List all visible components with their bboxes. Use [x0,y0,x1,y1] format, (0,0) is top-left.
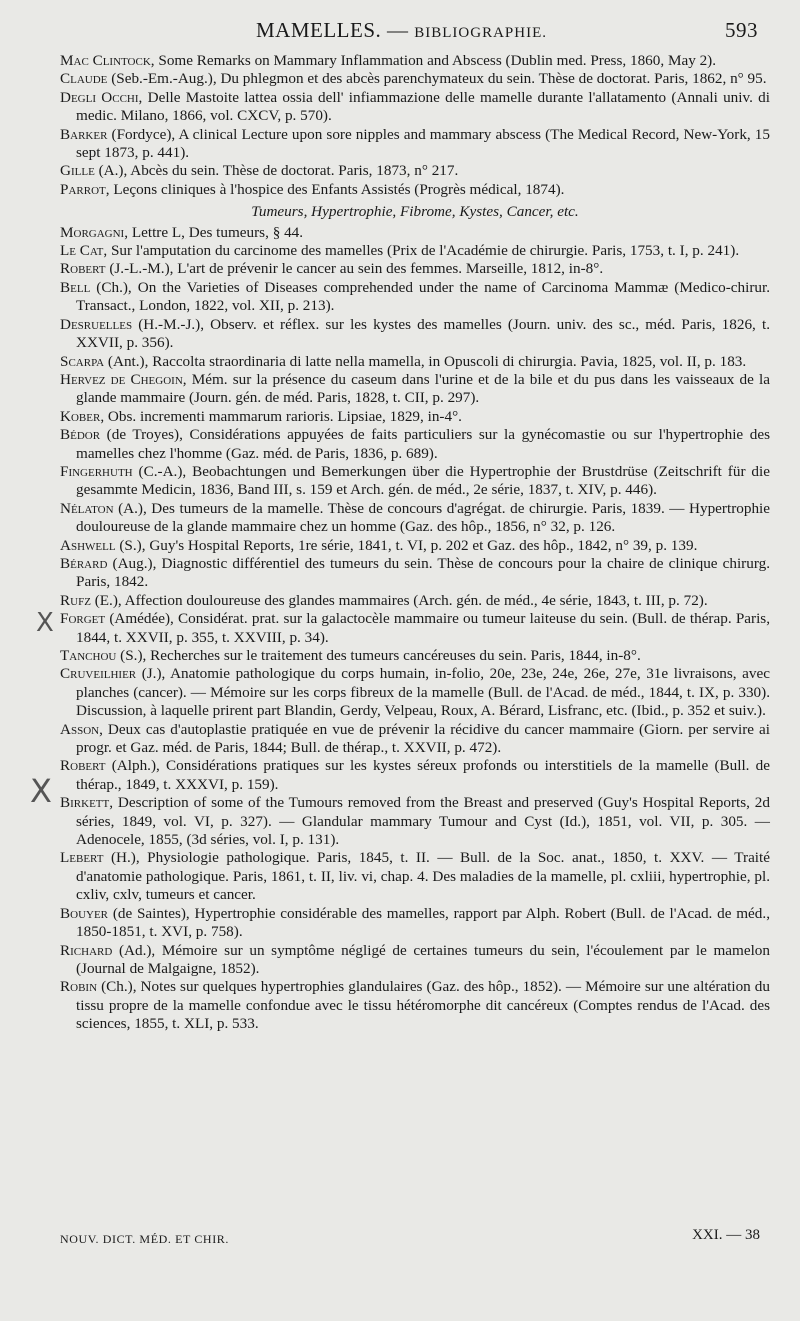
entry-author: Parrot [60,180,106,198]
entry-author: Nélaton [60,499,114,517]
entry-text: (Fordyce), A clinical Lecture upon sore nipples and mammary abscess (The Medical Record, New-York, 15 sept 1873, p. 441). [76,125,770,162]
entry-author: Mac Clintock [60,52,151,69]
entry-text: (A.), Abcès du sein. Thèse de doctorat. Paris, 1873, n° 217. [94,162,459,180]
entry-author: Kober [60,407,101,425]
entry-author: Tanchou [60,647,117,664]
entry-author: Cruveilhier [60,665,137,683]
bibliography-entry [60,126,770,163]
entry-author: Claude [60,70,108,88]
entry-author: Asson [60,720,100,738]
footer-signature: NOUV. DICT. MÉD. ET CHIR. [60,1232,230,1246]
bibliography-entry [60,757,770,794]
entry-text: , Sur l'amputation du carcinome des mamelles (Prix de l'Académie de chirurgie. Paris, 1753, t. I, p. 241). [103,242,740,260]
bibliography-entry [60,426,770,463]
bibliography-entry [60,181,770,199]
header-title: MAMELLES. [256,18,382,42]
bibliography-entry [60,89,770,126]
entry-author: Desruelles [60,315,133,333]
bibliography-entry [60,942,770,979]
bibliography-entry [60,260,770,278]
entry-text: , Description of some of the Tumours removed from the Breast and preserved (Guy's Hospital Reports, 2d séries, 1849, vol. VI, p. 327). — Glandular mammary Tumour and Cyst (Id.), 1851, vol. VII, p. 305. — Adenocele, 1855, (3d séries, vol. I, p. 131). [76,794,770,849]
entry-author: Barker [60,125,108,143]
entry-text: , Deux cas d'autoplastie pratiquée en vue de prévenir la récidive du cancer mammaire (Giorn. per servire ai progr. et Gaz. méd. de Paris, 1844; Bull. de thérap., t. XXVII, p. 472). [76,720,770,757]
entry-text: (J.), Anatomie pathologique du corps humain, in-folio, 20e, 23e, 24e, 26e, 27e, 31e livraisons, avec planches (cancer). — Mémoire sur les corps fibreux de la mamelle (Bull. de l'Acad. de méd., 1844, t. IX, p. 330). Discussion, à laquelle prirent part Blandin, Gerdy, Velpeau, Roux, A. Bérard, Lisfranc, etc. (Ibid., p. 352 et suiv.). [76,665,770,720]
entry-author: Fingerhuth [60,462,133,480]
entry-text: (C.-A.), Beobachtungen und Bemerkungen über die Hypertrophie der Brustdrüse (Zeitschrift für die gesammte Medicin, 1836, Band III, s. 159 et Arch. gén. de méd., 2e série, 1837, t. XIV, p. 446). [76,462,770,499]
bibliography-entry [60,537,770,555]
entry-author: Ashwell [60,536,116,554]
bibliography-entry [60,279,770,316]
bibliography-entry [60,408,770,426]
entry-text: , Obs. incrementi mammarum rarioris. Lipsiae, 1829, in-4°. [100,407,462,425]
entry-text: (de Saintes), Hypertrophie considérable des mamelles, rapport par Alph. Robert (Bull. de l'Acad. de méd., 1850-1851, t. XVI, p. 758). [76,904,770,941]
entry-author: Degli Occhi [60,88,139,106]
entry-text: (S.), Guy's Hospital Reports, 1re série, 1841, t. VI, p. 202 et Gaz. des hôp., 1842, n° 39, p. 139. [115,536,698,554]
entry-author: Bérard [60,554,108,572]
entry-text: , Mém. sur la présence du caseum dans l'urine et de la bile et du pus dans les vaisseaux de la glande mammaire (Journ. gén. de méd. Paris, 1828, t. CII, p. 297). [76,370,770,407]
bibliography-entry [60,555,770,592]
pencil-mark: X [30,772,52,810]
bibliography-entry [60,610,770,647]
entry-author: Bell [60,278,91,296]
footer-volume: XXI. — 38 [692,1227,760,1243]
entry-author: Gille [60,162,95,180]
entry-text: (S.), Recherches sur le traitement des tumeurs cancéreuses du sein. Paris, 1844, in-8°. [116,647,641,664]
bibliography-entry [60,371,770,408]
entry-author: Robert [60,260,106,278]
entry-text: (Alph.), Considérations pratiques sur les kystes séreux profonds ou interstitiels de la mamelle (Bull. de thérap., 1849, t. XXXVI, p. 159). [76,757,770,793]
entry-text: (Ch.), On the Varieties of Diseases comprehended under the name of Carcinoma Mammæ (Medico-chirur. Transact., London, 1822, vol. XII, p. 213). [76,278,770,315]
page-number: 593 [725,18,758,42]
entry-text: (Amédée), Considérat. prat. sur la galactocèle mammaire ou tumeur laiteuse du sein. (Bull. de thérap. Paris, 1844, t. XXVII, p. 355, t. XXVIII, p. 34). [76,610,770,646]
entry-text: (E.), Affection douloureuse des glandes mammaires (Arch. gén. de méd., 4e série, 1843, t. III, p. 72). [90,591,708,609]
entry-text: , Leçons cliniques à l'hospice des Enfants Assistés (Progrès médical, 1874). [105,180,565,198]
bibliography-entry [60,316,770,353]
entry-text: (J.-L.-M.), L'art de prévenir le cancer au sein des femmes. Marseille, 1812, in-8°. [105,260,604,278]
entry-author: Birkett [60,794,110,812]
bibliography-entry [60,463,770,500]
page-title [256,18,547,43]
entry-text: , Delle Mastoite lattea ossia dell' infiammazione delle mamelle durante l'allatamento (Annali univ. di medic. Milano, 1866, vol. CXCV, p. 570). [76,88,770,125]
entry-text: (Ant.), Raccolta straordinaria di latte nella mamella, in Opuscoli di chirurgia. Pavia, 1825, vol. II, p. 183. [104,352,747,370]
running-header [60,18,770,52]
entry-author: Forget [60,610,106,628]
entry-text: (Aug.), Diagnostic différentiel des tumeurs du sein. Thèse de concours pour la chaire de clinique chirurg. Paris, 1842. [76,554,770,591]
entry-author: Robert [60,757,106,775]
entry-text: , Some Remarks on Mammary Inflammation and Abscess (Dublin med. Press, 1860, May 2). [150,52,717,69]
page-footer [60,1227,760,1248]
entry-text: (Ch.), Notes sur quelques hypertrophies glandulaires (Gaz. des hôp., 1852). — Mémoire sur une altération du tissu propre de la mamelle confondue avec le tissu hétéromorphe dit cancéreux (Comptes rendus de l'Acad. des sciences, 1855, t. XLI, p. 533. [76,978,770,1033]
entry-author: Lebert [60,849,104,867]
bibliography-entry [60,500,770,537]
entry-text: (Seb.-Em.-Aug.), Du phlegmon et des abcès parenchymateux du sein. Thèse de doctorat. Paris, 1862, n° 95. [107,70,767,88]
bibliography-entry [60,52,770,70]
bibliography-entry [60,665,770,720]
entry-author: Bouyer [60,904,109,922]
entry-text: (A.), Des tumeurs de la mamelle. Thèse de concours d'agrégat. de chirurgie. Paris, 1839. — Hypertrophie douloureuse de la glande mammaire chez un homme (Gaz. des hôp., 1856, n° 32, p. 126. [76,499,770,536]
bibliography-entry [60,721,770,758]
entry-author: Morgagni [60,223,125,241]
header-subtitle: BIBLIOGRAPHIE. [414,25,547,41]
bibliography-group-abscess [60,52,770,199]
entry-author: Le Cat [60,242,104,260]
pencil-mark: X [36,608,54,638]
entry-author: Richard [60,941,113,959]
entry-author: Bédor [60,426,101,444]
entry-author: Robin [60,978,98,996]
bibliography-entry [60,353,770,371]
entry-text: (H.-M.-J.), Observ. et réflex. sur les kystes des mamelles (Journ. univ. des sc., méd. Paris, 1826, t. XXVII, p. 356). [76,315,770,352]
entry-text: , Lettre L, Des tumeurs, § 44. [124,223,304,241]
bibliography-group-tumours [60,224,770,1034]
bibliography-entry [60,224,770,242]
bibliography-entry [60,70,770,88]
bibliography-entry [60,849,770,904]
bibliography-entry [60,162,770,180]
bibliography-entry [60,905,770,942]
entry-text: (Ad.), Mémoire sur un symptôme négligé de certaines tumeurs du sein, l'écoulement par le mamelon (Journal de Malgaigne, 1852). [76,941,770,977]
bibliography-entry [60,242,770,260]
bibliography-entry [60,794,770,849]
bibliography [60,52,770,1034]
entry-author: Scarpa [60,352,105,370]
section-heading: Tumeurs, Hypertrophie, Fibrome, Kystes, Cancer, etc. [251,203,579,221]
entry-author: Hervez de Chegoin [60,370,183,388]
entry-text: (de Troyes), Considérations appuyées de faits particuliers sur la gynécomastie ou sur l'hypertrophie des mamelles chez l'homme (Gaz. méd. de Paris, 1836, p. 689). [76,426,770,462]
entry-text: (H.), Physiologie pathologique. Paris, 1845, t. II. — Bull. de la Soc. anat., 1850, t. XXV. — Traité d'anatomie pathologique. Paris, 1861, t. II, liv. vi, chap. 4. Des maladies de la mamelle, pl. cxliii, hypertrophie, pl. cxliv, cxlv, tumeurs et cancer. [76,849,770,904]
entry-author: Rufz [60,591,91,609]
header-dash: — [387,18,409,42]
bibliography-entry [60,978,770,1033]
bibliography-entry [60,647,770,665]
bibliography-entry [60,592,770,610]
